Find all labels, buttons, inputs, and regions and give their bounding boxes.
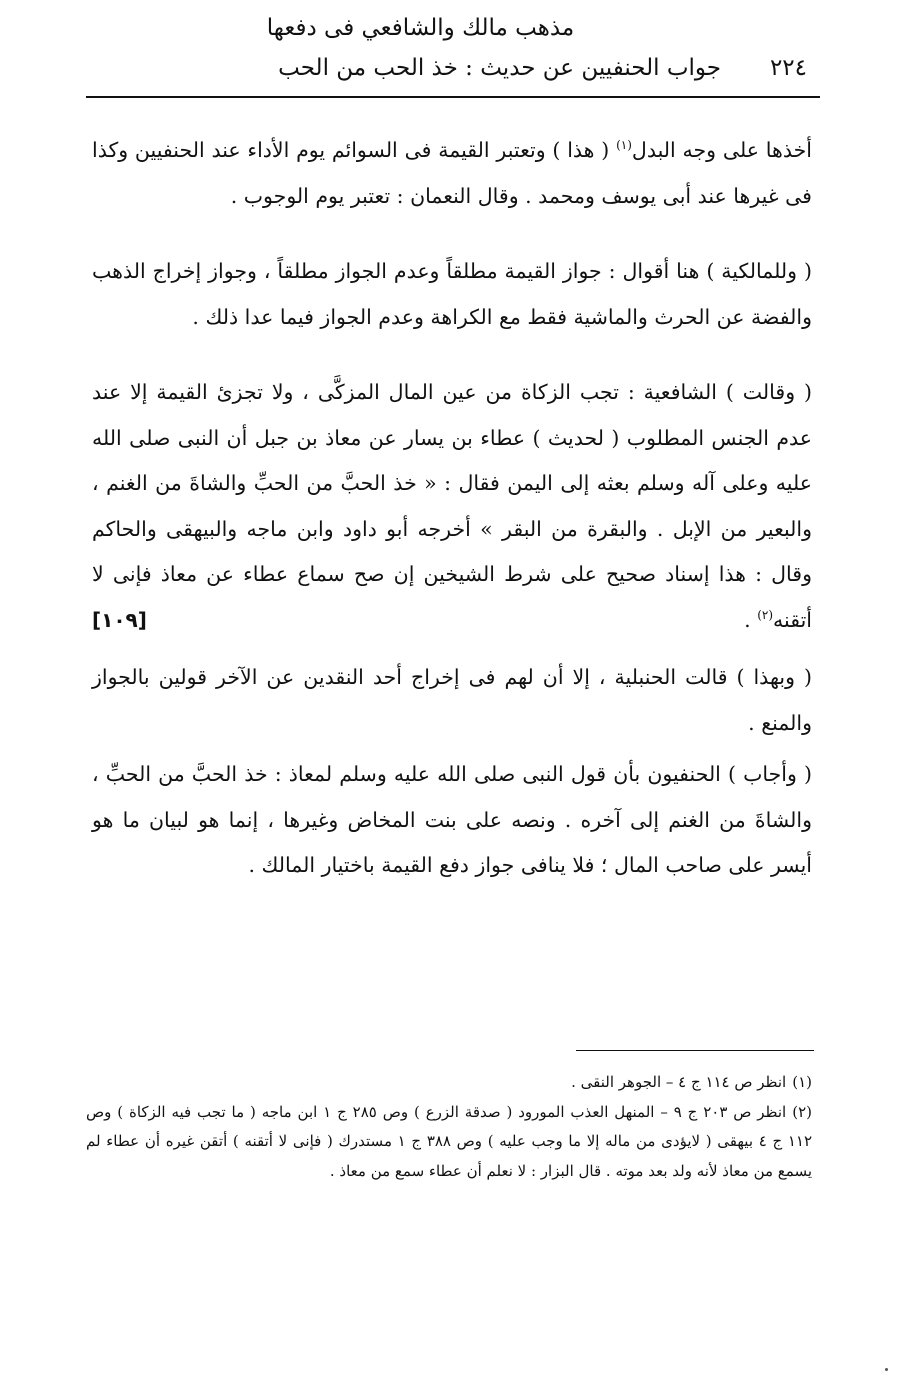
paragraph-text: ( وقالت ) الشافعية : تجب الزكاة من عين المال المزكَّى ، ولا تجزئ القيمة إلا عند عدم الجنس المطلوب ( لحديث ) عطاء بن يسار عن معاذ بن جبل أن النبى صلى الله عليه وعلى آله وسلم بعثه إلى اليمن فقال : « خذ الحبَّ من الحبِّ والشاةَ من الغنم ، والبعير من الإبل . والبقرة من البقر » أخرجه أبو داود وابن ماجه والبيهقى والحاكم وقال : هذا إسناد صحيح على شرط الشيخين إن صح سماع عطاء عن معاذ فإنى لا أتقنه <box>92 380 812 632</box>
footnote-1 <box>86 1068 812 1098</box>
paragraph-text: . <box>744 607 758 632</box>
footnotes <box>86 1068 812 1186</box>
footnote-number: (٢) <box>792 1102 812 1121</box>
paragraph-1 <box>92 128 812 219</box>
running-title: مذهب مالك والشافعي فى دفعها <box>266 15 575 41</box>
paragraph-5: ( وأجاب ) الحنفيون بأن قول النبى صلى الله عليه وسلم لمعاذ : خذ الحبَّ من الحبِّ ، والشاةَ من الغنم إلى آخره . ونصه على بنت المخاض وغيرها ، إنما هو لبيان ما هو أيسر على صاحب المال ؛ فلا ينافى جواز دفع القيمة باختيار المالك . <box>92 762 812 877</box>
header-row <box>88 48 813 88</box>
paragraph-text: أخذها على وجه البدل <box>631 138 812 162</box>
footnote-ref: (١) <box>616 138 632 153</box>
paragraph-2: ( وللمالكية ) هنا أقوال : جواز القيمة مطلقاً وعدم الجواز مطلقاً ، وجواز إخراج الذهب والفضة عن الحرث والماشية فقط مع الكراهة وعدم الجواز فيما عدا ذلك . <box>92 259 812 329</box>
section-subtitle: جواب الحنفيين عن حديث : خذ الحب من الحب <box>278 55 721 81</box>
page-number: ٢٢٤ <box>769 55 807 81</box>
hadith-number-marker: [١٠٩] <box>92 607 147 632</box>
main-text <box>92 128 812 889</box>
footnote-2 <box>86 1098 812 1187</box>
footnote-text: انظر ص ٢٠٣ ج ٩ – المنهل العذب المورود ( صدقة الزرع ) وص ٢٨٥ ج ١ ابن ماجه ( ما تجب فيه الزكاة ) وص ١١٢ ج ٤ بيهقى ( لايؤدى من ماله إلا ما وجب عليه ) وص ٣٨٨ ج ١ مستدرك ( فإنى لا أتقنه ) أتقن غيره أن عطاء لم يسمع من معاذ لأنه ولد بعد موته . قال البزار : لا نعلم أن عطاء سمع من معاذ . <box>86 1102 813 1180</box>
paragraph-3 <box>92 370 812 643</box>
print-speck <box>885 1368 888 1371</box>
footnote-divider <box>576 1050 814 1051</box>
footnote-number: (١) <box>792 1073 812 1091</box>
footnote-ref: (٢) <box>757 607 774 622</box>
paragraph-text: ( هذا ) وتعتبر القيمة فى السوائم يوم الأداء عند الحنفيين وكذا فى غيرها عند أبى يوسف ومحمد . وقال النعمان : تعتبر يوم الوجوب . <box>92 138 812 208</box>
header-divider <box>86 96 820 98</box>
footnote-text: انظر ص ١١٤ ج ٤ – الجوهر النقى . <box>571 1073 787 1091</box>
paragraph-4: ( وبهذا ) قالت الحنبلية ، إلا أن لهم فى إخراج أحد النقدين عن الآخر قولين بالجواز والمنع . <box>92 665 812 735</box>
page-header <box>88 8 813 88</box>
